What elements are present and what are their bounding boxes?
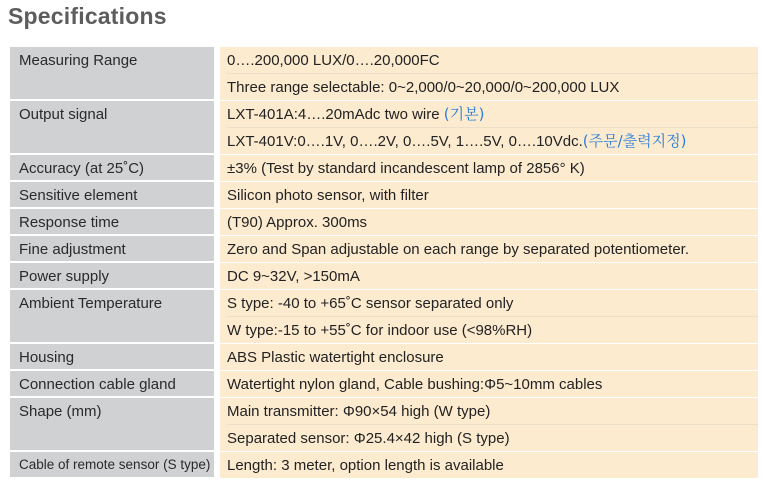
value-line: 0….200,000 LUX/0….20,000FC [227,52,440,69]
row-value [220,344,758,371]
value-line: Separated sensor: Φ25.4×42 high (S type) [227,424,758,451]
value-line: ±3% (Test by standard incandescent lamp of 2856° K) [227,160,585,177]
row-label: Output signal [10,101,214,155]
row-label: Accuracy (at 25˚C) [10,155,214,182]
value-line: Silicon photo sensor, with filter [227,187,429,204]
table-row [10,155,758,182]
row-value [220,371,758,398]
row-label: Ambient Temperature [10,290,214,344]
value-line: ABS Plastic watertight enclosure [227,349,444,366]
row-label: Response time [10,209,214,236]
spec-table [10,47,758,479]
row-label: Cable of remote sensor (S type) [10,452,214,479]
row-value [220,452,758,479]
value-line: S type: -40 to +65˚C sensor separated only [227,295,514,312]
row-label: Measuring Range [10,47,214,101]
table-row [10,47,758,101]
row-value [220,101,758,155]
table-row [10,452,758,479]
value-text: LXT-401A:4….20mAdc two wire [227,106,440,123]
value-line [227,127,758,154]
korean-note: (주문/출력지정) [582,132,687,150]
value-line: Zero and Span adjustable on each range by separated potentiometer. [227,241,689,258]
row-label: Connection cable gland [10,371,214,398]
value-line: Length: 3 meter, option length is available [227,457,504,474]
row-value [220,263,758,290]
page-title: Specifications [8,3,167,29]
row-value [220,236,758,263]
row-value [220,398,758,452]
table-row [10,101,758,155]
row-value [220,209,758,236]
row-value [220,155,758,182]
value-text: LXT-401V:0….1V, 0….2V, 0….5V, 1….5V, 0….10Vdc. [227,133,583,150]
korean-note: (기본) [443,105,485,123]
table-row [10,182,758,209]
value-line [227,101,758,127]
value-line: Watertight nylon gland, Cable bushing:Φ5~10mm cables [227,376,603,393]
value-line: Main transmitter: Φ90×54 high (W type) [227,403,491,420]
row-label: Fine adjustment [10,236,214,263]
row-value [220,47,758,101]
table-row [10,371,758,398]
table-row [10,344,758,371]
table-row [10,290,758,344]
row-value [220,182,758,209]
row-value [220,290,758,344]
table-row [10,398,758,452]
value-line: (T90) Approx. 300ms [227,214,368,231]
table-row [10,263,758,290]
row-label: Power supply [10,263,214,290]
row-label: Sensitive element [10,182,214,209]
row-label: Shape (mm) [10,398,214,452]
table-row [10,209,758,236]
value-line: W type:-15 to +55˚C for indoor use (<98%RH) [227,316,758,343]
value-line: DC 9~32V, >150mA [227,268,360,285]
table-row [10,236,758,263]
row-label: Housing [10,344,214,371]
value-line: Three range selectable: 0~2,000/0~20,000/0~200,000 LUX [227,73,758,100]
